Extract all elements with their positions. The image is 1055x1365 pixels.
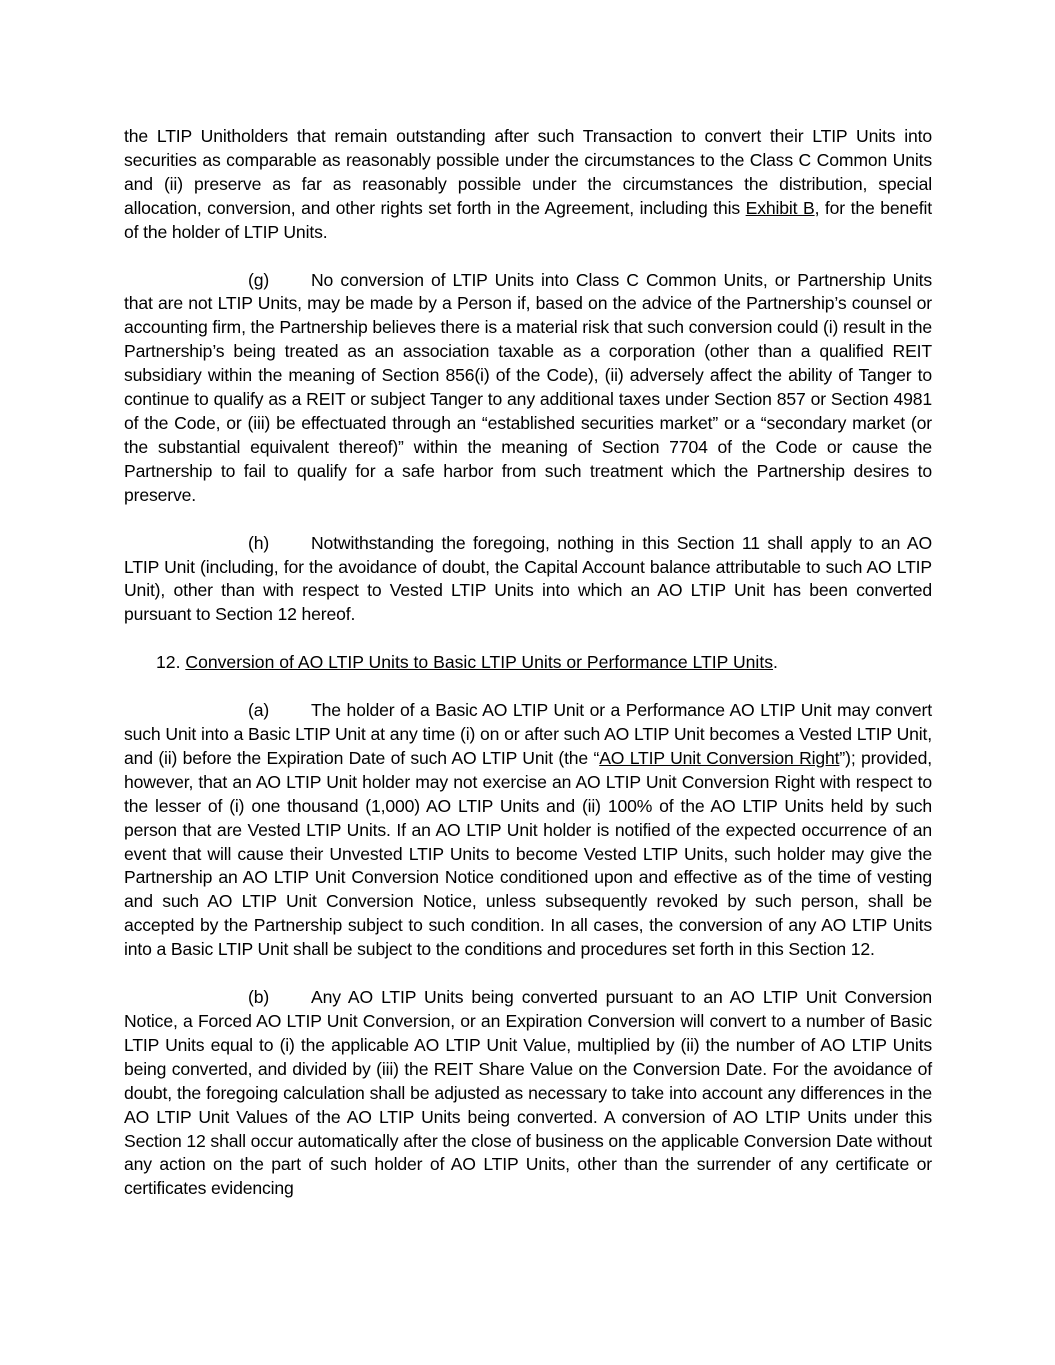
clause-text-a: The holder of a Basic AO LTIP Unit or a Performance AO LTIP Unit may convert such Unit into a Basic LTIP Unit at any time (i) on or after such AO LTIP Unit becomes a Vested LTIP Unit, and (ii) before the Expiration Date of such AO LTIP Unit (the “ <box>124 700 932 768</box>
paragraph-h <box>124 532 932 628</box>
clause-text-a-end: ”); provided, however, that an AO LTIP Unit holder may not exercise an AO LTIP Unit Conversion Right with respect to the lesser of (i) one thousand (1,000) AO LTIP Units and (ii) 100% of the AO LTIP Units held by such person that are Vested LTIP Units. If an AO LTIP Unit holder is notified of the expected occurrence of an event that will cause their Unvested LTIP Units to become Vested LTIP Units, such holder may give the Partnership an AO LTIP Unit Conversion Notice conditioned upon and effective as of the time of vesting and such AO LTIP Unit Conversion Notice, unless subsequently revoked by such person, shall be accepted by the Partnership subject to such condition. In all cases, the conversion of any AO LTIP Units into a Basic LTIP Unit shall be subject to the conditions and procedures set forth in this Section 12. <box>124 747 932 960</box>
paragraph-continuation <box>124 125 932 245</box>
clause-label-g: (g) <box>248 269 270 290</box>
exhibit-b-reference: Exhibit B <box>745 197 815 218</box>
paragraph-a <box>124 699 932 962</box>
paragraph-text-end: , for the benefit of the holder of LTIP Units. <box>124 197 932 242</box>
clause-text-g: No conversion of LTIP Units into Class C Common Units, or Partnership Units that are not LTIP Units, may be made by a Person if, based on the advice of the Partnership’s counsel or accounting firm, the Partnership believes there is a material risk that such conversion could (i) result in the Partnership’s being treated as an association taxable as a corporation (other than a qualified REIT subsidiary within the meaning of Section 856(i) of the Code), (ii) adversely affect the ability of Tanger to continue to qualify as a REIT or subject Tanger to any additional taxes under Section 857 or Section 4981 of the Code, or (iii) be effectuated through an “established securities market” or a “secondary market (or the substantial equivalent thereof)” within the meaning of Section 7704 of the Code or cause the Partnership to fail to qualify for a safe harbor from such treatment which the Partnership desires to preserve. <box>124 269 932 505</box>
section-12-heading <box>124 651 932 675</box>
clause-label-h: (h) <box>248 532 270 553</box>
section-number: 12. <box>156 652 181 673</box>
clause-text-b: Any AO LTIP Units being converted pursuant to an AO LTIP Unit Conversion Notice, a Forced AO LTIP Unit Conversion, or an Expiration Conversion will convert to a number of Basic LTIP Units equal to (i) the applicable AO LTIP Unit Value, multiplied by (ii) the number of AO LTIP Units being converted, and divided by (iii) the REIT Share Value on the Conversion Date. For the avoidance of doubt, the foregoing calculation shall be adjusted as necessary to take into account any differences in the AO LTIP Unit Values of the AO LTIP Units being converted. A conversion of AO LTIP Units under this Section 12 shall occur automatically after the close of business on the applicable Conversion Date without any action on the part of such holder of AO LTIP Units, other than the surrender of any certificate or certificates evidencing <box>124 987 932 1199</box>
document-page <box>124 125 932 1225</box>
clause-label-a: (a) <box>248 700 270 721</box>
clause-text-h: Notwithstanding the foregoing, nothing in this Section 11 shall apply to an AO LTIP Unit (including, for the avoidance of doubt, the Capital Account balance attributable to such AO LTIP Unit), other than with respect to Vested LTIP Units into which an AO LTIP Unit has been converted pursuant to Section 12 hereof. <box>124 532 932 625</box>
paragraph-text: the LTIP Unitholders that remain outstanding after such Transaction to convert their LTIP Units into securities as comparable as reasonably possible under the circumstances to the Class C Common Units and (ii) preserve as far as reasonably possible under the circumstances the distribution, special allocation, conversion, and other rights set forth in the Agreement, including this <box>124 126 932 218</box>
paragraph-b <box>124 986 932 1201</box>
clause-label-b: (b) <box>248 987 270 1008</box>
paragraph-g <box>124 269 932 508</box>
defined-term: AO LTIP Unit Conversion Right <box>599 747 840 768</box>
section-title-end: . <box>773 652 778 673</box>
section-title: Conversion of AO LTIP Units to Basic LTIP Units or Performance LTIP Units <box>185 652 774 673</box>
